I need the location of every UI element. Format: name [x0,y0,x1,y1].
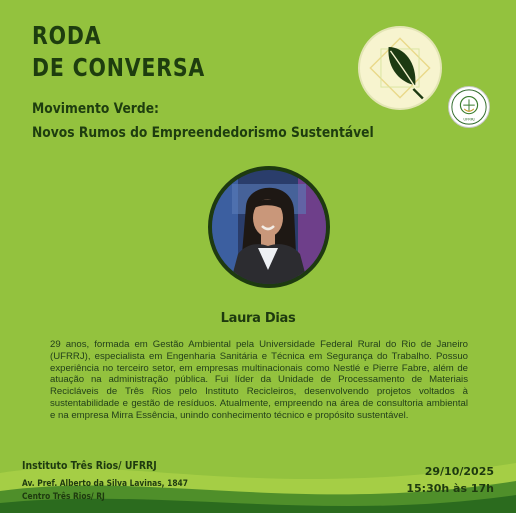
speaker-name: Laura Dias [220,311,296,326]
bottom-wave-decoration [0,443,516,513]
venue-city: Centro Três Rios/ RJ [22,492,105,502]
event-time: 15:30h às 17h [406,482,494,495]
venue-address: Av. Pref. Alberto da Silva Lavinas, 1847 [22,479,188,489]
ufrrj-seal [448,86,490,128]
title-line-2: DE CONVERSA [32,53,206,82]
seal-icon [449,87,489,127]
speaker-bio: 29 anos, formada em Gestão Ambiental pela Universidade Federal Rural do Rio de Janeiro (UFRRJ), especialista em Engenharia Sanitária e Técnica em Segurança do Trabalho. Possuo experiência no terceiro setor, em empresas multinacionais como Nestlé e Pierre Fabre, além de atuação na administração pública. Fui líder da Unidade de Processamento de Materiais Recicláveis de Três Rios pelo Instituto Recicleiros, desenvolvendo projetos voltados à sustentabilidade e gestão de resíduos. Atualmente, empreendo na área de consultoria ambiental e na empresa Mirra Essência, unindo conhecimento técnico e propósito sustentável. [50,339,468,421]
subtitle-line-1: Movimento Verde: [32,101,159,117]
venue-name: Instituto Três Rios/ UFRRJ [22,459,157,472]
event-subtitle [32,97,374,145]
subtitle-line-2: Novos Rumos do Empreendedorismo Sustentável [32,125,374,141]
event-title [32,20,205,84]
leaf-logo [358,26,442,110]
leaf-icon [360,28,440,108]
portrait-image [212,170,326,284]
speaker-photo [208,166,330,288]
seal-label: UFRRJ [463,116,475,122]
title-line-1: RODA [32,21,102,50]
event-date: 29/10/2025 [424,465,494,478]
